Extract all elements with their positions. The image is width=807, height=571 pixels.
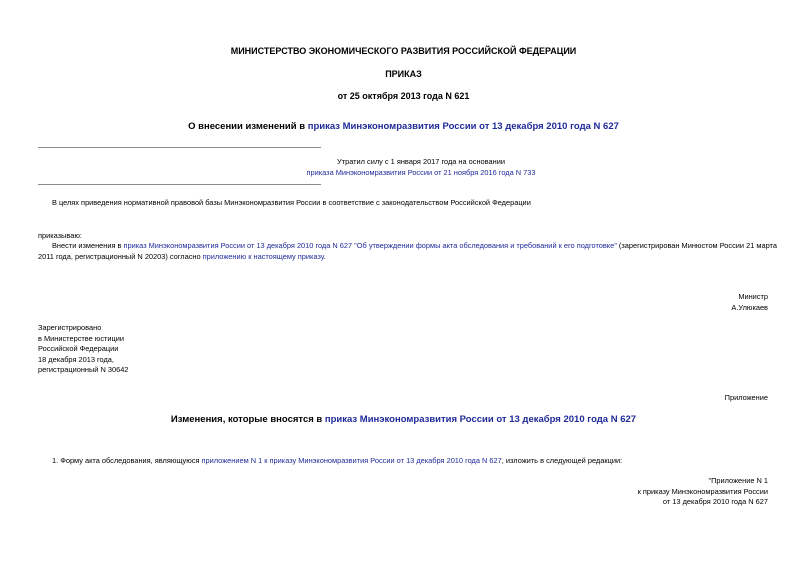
appendix-header-line: "Приложение N 1 [708,476,768,485]
status-link[interactable]: приказа Минэкономразвития России от 21 ноября 2016 года N 733 [306,168,536,177]
order-body-mid: (зарегистрирован Минюстом России 21 марта [616,241,777,250]
changes-title [0,414,807,425]
registration-line: Российской Федерации [38,344,119,353]
signature-block [731,292,768,313]
signature-position: Министр [738,292,768,301]
order-body-link2[interactable]: приложению к настоящему приказу [202,251,324,261]
order-body-prefix: Внести изменения в [52,241,124,250]
changes-title-prefix: Изменения, которые вносятся в [170,414,325,425]
order-body-line2-suffix: . [323,251,326,261]
registration-line: регистрационный N 30642 [38,365,129,374]
doc-type-heading: ПРИКАЗ [385,69,422,79]
registration-line: Зарегистрировано [38,323,102,332]
doc-title-link[interactable]: приказ Минэкономразвития России от 13 декабря 2010 года N 627 [307,121,619,132]
order-body [38,241,778,262]
item-1-prefix: 1. Форму акта обследования, являющуюся [52,456,202,465]
appendix-header-line: к приказу Минэкономразвития России [637,486,768,496]
ministry-heading: МИНИСТЕРСТВО ЭКОНОМИЧЕСКОГО РАЗВИТИЯ РОССИЙСКОЙ ФЕДЕРАЦИИ [230,46,577,56]
order-body-line2 [38,252,778,263]
doc-title-prefix: О внесении изменений в [188,121,308,132]
signature-name: А.Улюкаев [731,302,768,312]
status-line: Утратил силу с 1 января 2017 года на основании [337,157,505,166]
order-body-line2-prefix: 2011 года, регистрационный N 20203) согласно [38,251,203,261]
appendix-header-line: от 13 декабря 2010 года N 627 [662,497,768,506]
item-1-suffix: , изложить в следующей редакции: [501,456,623,465]
preamble-text: В целях приведения нормативной правовой базы Минэкономразвития России в соответствие с законодательством Российской Федерации [52,198,531,207]
status-top-rule [38,147,321,148]
order-body-link1[interactable]: приказ Минэкономразвития России от 13 декабря 2010 года N 627 "Об утверждении формы акта обследования и требований к его подготовке" [123,241,617,250]
item-1 [52,456,622,467]
changes-title-link[interactable]: приказ Минэкономразвития России от 13 декабря 2010 года N 627 [324,414,637,425]
registration-line: в Министерстве юстиции [38,333,125,343]
order-body-line1 [38,241,778,252]
appendix-label: Приложение [724,393,768,402]
registration-line: 18 декабря 2013 года, [38,354,114,364]
status-bottom-rule [38,184,321,185]
appendix-header [638,476,768,508]
item-1-link[interactable]: приложением N 1 к приказу Минэкономразвития России от 13 декабря 2010 года N 627 [201,456,502,465]
order-word: приказываю: [38,231,82,240]
doc-date-number: от 25 октября 2013 года N 621 [337,91,470,101]
registration-block [38,323,128,376]
doc-title [0,121,807,132]
